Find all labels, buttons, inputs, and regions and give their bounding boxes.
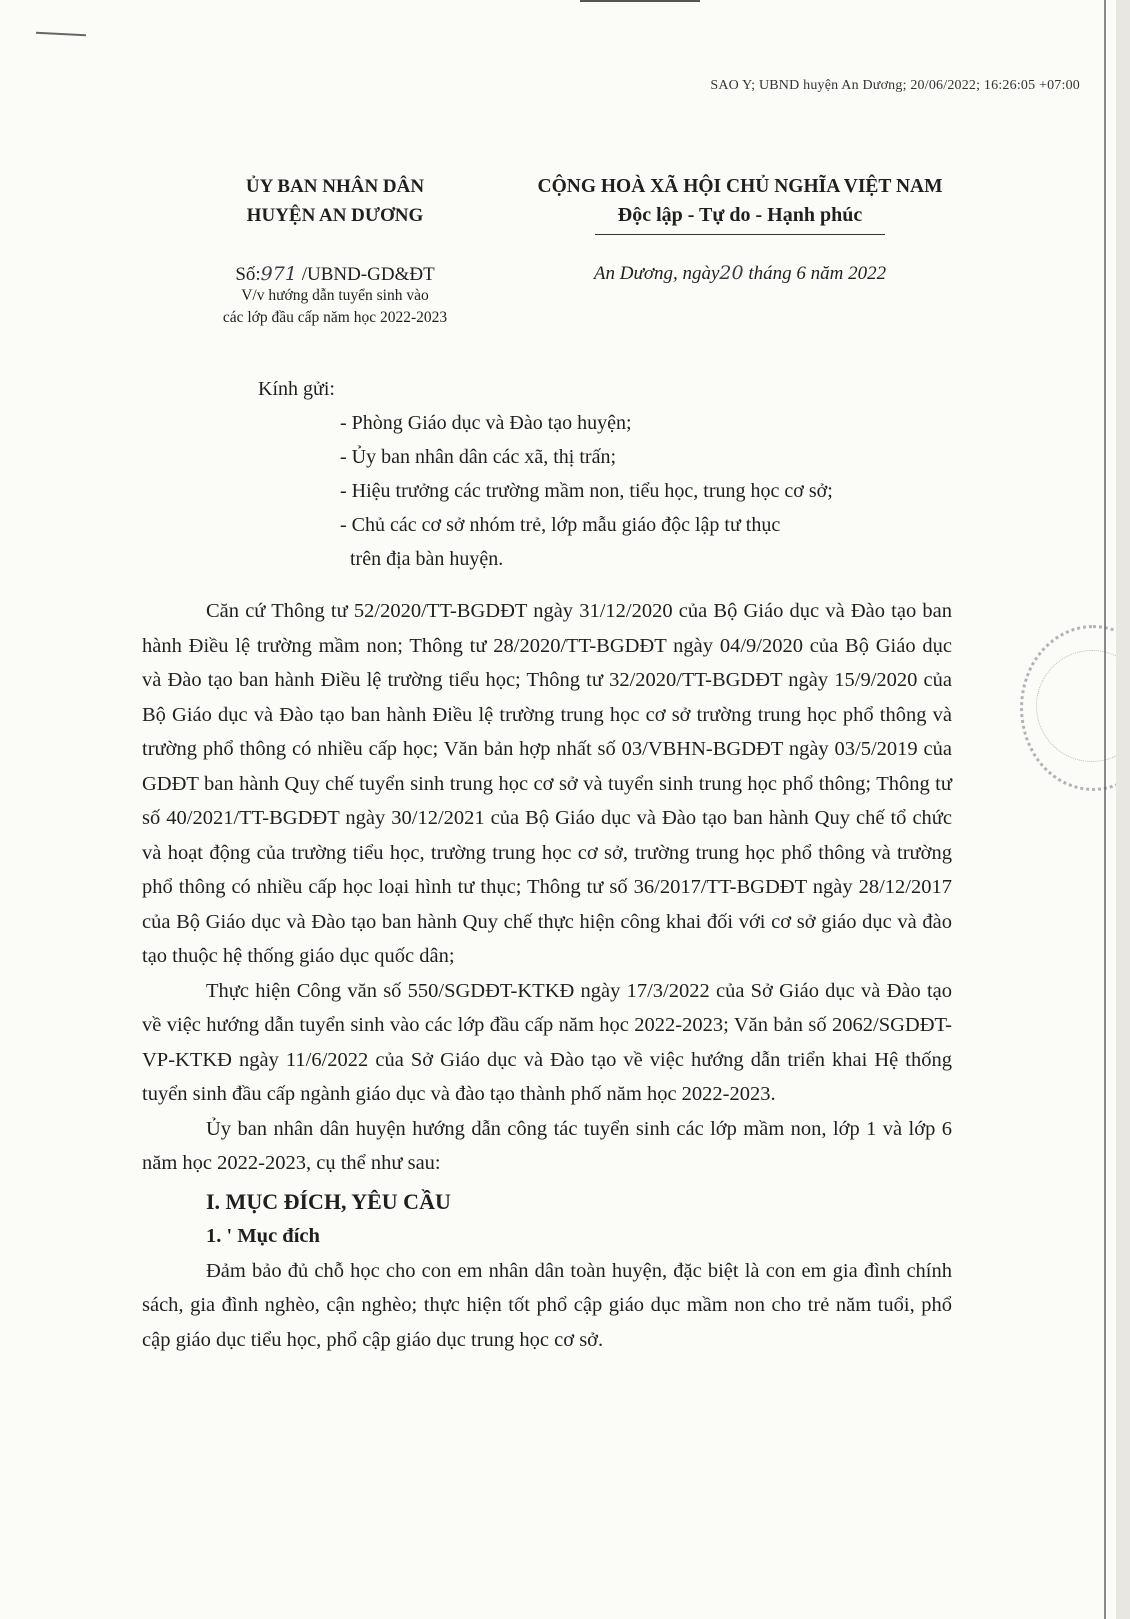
national-header (500, 172, 980, 235)
nation-motto: Độc lập - Tự do - Hạnh phúc (617, 204, 863, 226)
date-before: An Dương, ngày (593, 263, 720, 284)
date-day-handwritten: 20 (719, 262, 744, 284)
recipients-block (258, 372, 978, 576)
recipient-item: - Ủy ban nhân dân các xã, thị trấn; (340, 446, 617, 468)
doc-number-suffix: /UBND-GD&ĐT (296, 264, 435, 285)
paragraph-guidance: Ủy ban nhân dân huyện hướng dẫn công tác tuyển sinh các lớp mầm non, lớp 1 và lớp 6 năm học 2022-2023, cụ thể như sau: (142, 1117, 952, 1174)
copy-stamp: SAO Y; UBND huyện An Dương; 20/06/2022; 16:26:05 +07:00 (710, 78, 1080, 93)
scan-mark (580, 0, 700, 2)
recipient-item-continuation: trên địa bàn huyện. (350, 548, 504, 570)
issuer-line-2: HUYỆN AN DƯƠNG (246, 205, 424, 226)
scan-mark (36, 32, 86, 37)
recipients-label: Kính gửi: (258, 378, 335, 400)
nation-title: CỘNG HOÀ XÃ HỘI CHỦ NGHĨA VIỆT NAM (537, 176, 943, 197)
doc-number-prefix: Số: (235, 264, 261, 285)
recipient-item: - Chủ các cơ sở nhóm trẻ, lớp mẫu giáo độc lập tư thục (340, 514, 781, 536)
page-edge (1104, 0, 1106, 1619)
issuer-header (150, 172, 520, 230)
recipient-item: - Phòng Giáo dục và Đào tạo huyện; (340, 412, 632, 434)
recipient-item: - Hiệu trưởng các trường mầm non, tiểu học, trung học cơ sở; (340, 480, 833, 502)
subject-line-1: V/v hướng dẫn tuyển sinh vào (241, 287, 429, 304)
issuer-line-1: ỦY BAN NHÂN DÂN (245, 176, 425, 197)
paragraph-implementation: Thực hiện Công văn số 550/SGDĐT-KTKĐ ngày 17/3/2022 của Sở Giáo dục và Đào tạo về việc hướng dẫn tuyển sinh vào các lớp đầu cấp năm học 2022-2023; Văn bản số 2062/SGDĐT-VP-KTKĐ ngày 11/6/2022 của Sở Giáo dục và Đào tạo về việc hướng dẫn triển khai Hệ thống tuyển sinh đầu cấp ngành giáo dục và đào tạo thành phố năm học 2022-2023. (142, 979, 952, 1105)
document-body (142, 594, 952, 1357)
date-after: tháng 6 năm 2022 (743, 263, 887, 284)
section-heading: I. MỤC ĐÍCH, YÊU CẦU (206, 1188, 451, 1214)
sub-heading: 1. ' Mục đích (206, 1225, 320, 1247)
subject-line-2: các lớp đầu cấp năm học 2022-2023 (222, 309, 448, 326)
paragraph-legal-basis: Căn cứ Thông tư 52/2020/TT-BGDĐT ngày 31/12/2020 của Bộ Giáo dục và Đào tạo ban hành Điều lệ trường mầm non; Thông tư 28/2020/TT-BGDĐT ngày 04/9/2020 của Bộ Giáo dục và Đào tạo ban hành Điều lệ trường tiểu học; Thông tư 32/2020/TT-BGDĐT ngày 15/9/2020 của Bộ Giáo dục và Đào tạo ban hành Điều lệ trường trung học cơ sở trường trung học phổ thông và trường phổ thông có nhiều cấp học; Văn bản hợp nhất số 03/VBHN-BGDĐT ngày 03/5/2019 của GDĐT ban hành Quy chế tuyển sinh trung học cơ sở và tuyển sinh trung học phổ thông; Thông tư số 40/2021/TT-BGDĐT ngày 30/12/2021 của Bộ Giáo dục và Đào tạo ban hành Quy chế tổ chức và hoạt động của trường tiểu học, trường trung học cơ sở, trường trung học phổ thông và trường phổ thông có nhiều cấp học loại hình tư thục; Thông tư số 36/2017/TT-BGDĐT ngày 28/12/2017 của Bộ Giáo dục và Đào tạo ban hành Quy chế thực hiện công khai đối với cơ sở giáo dục và đào tạo thuộc hệ thống giáo dục quốc dân; (142, 600, 952, 967)
paragraph-purpose: Đảm bảo đủ chỗ học cho con em nhân dân toàn huyện, đặc biệt là con em gia đình chính sách, gia đình nghèo, cận nghèo; thực hiện tốt phổ cập giáo dục mầm non cho trẻ năm tuổi, phổ cập giáo dục tiểu học, phổ cập giáo dục trung học cơ sở. (142, 1259, 952, 1351)
document-date (500, 262, 980, 285)
document-subject (150, 285, 520, 329)
doc-number-handwritten: 971 (260, 263, 297, 285)
motto-underline (595, 234, 885, 235)
document-number (150, 262, 520, 287)
